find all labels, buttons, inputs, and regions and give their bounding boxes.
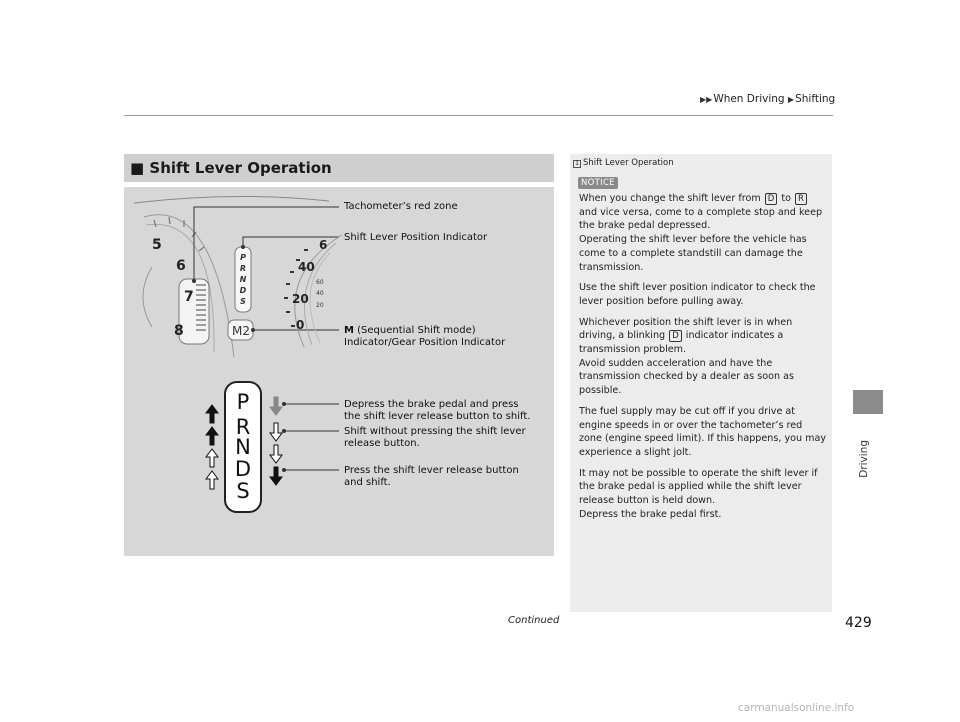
breadcrumb-item[interactable]: When Driving xyxy=(713,93,785,105)
gate-leader-lines xyxy=(284,404,339,470)
arrow-down-solid-icon xyxy=(270,467,282,485)
tach-left-arc xyxy=(143,267,152,327)
right-arrows xyxy=(270,397,282,485)
tach-number: 8 xyxy=(174,323,184,339)
header-divider xyxy=(124,115,833,116)
shift-lever-figure xyxy=(124,187,554,556)
position-indicator-letters xyxy=(240,253,247,306)
shift-gate-letters xyxy=(235,390,251,503)
instrument-cluster-illustration xyxy=(124,187,554,556)
continued-label: Continued xyxy=(508,615,560,626)
note-text: Avoid sudden acceleration and have the transmission checked by a dealer as soon as possible. xyxy=(579,357,794,397)
note-paragraph: The fuel supply may be cut off if you drive at engine speeds in or over the tachometer’s red zone (engine speed limit). If this happens, you may experience a slight jolt. xyxy=(579,405,827,458)
gate-letter-d: D xyxy=(234,457,252,481)
notice-badge: NOTICE xyxy=(578,177,618,189)
callout-m-indicator xyxy=(344,325,505,349)
page-number: 429 xyxy=(845,615,872,631)
arrow-up-solid-icon xyxy=(206,405,218,423)
speedo-number: 40 xyxy=(298,260,315,274)
note-paragraph xyxy=(579,192,827,274)
callout-press-line2: and shift. xyxy=(344,477,391,488)
bezel-line xyxy=(134,196,329,203)
note-paragraph xyxy=(579,316,827,398)
speedo-number: 20 xyxy=(292,292,309,306)
note-heading-text: Shift Lever Operation xyxy=(583,158,674,168)
callout-depress-line1: Depress the brake pedal and press xyxy=(344,399,519,410)
indicator-letter: D xyxy=(239,286,247,295)
gear-key-d: D xyxy=(765,193,778,205)
speedo-small-number: 40 xyxy=(316,290,324,297)
note-text: When you change the shift lever from xyxy=(579,193,764,204)
speedo-small-number: 60 xyxy=(316,279,324,286)
speedo-small-number: 20 xyxy=(316,302,324,309)
chapter-tab-marker xyxy=(853,390,883,414)
note-paragraph: Use the shift lever position indicator to check the lever position before pulling away. xyxy=(579,282,816,307)
tach-number: 6 xyxy=(176,258,186,274)
speedo-number: 6 xyxy=(319,238,328,252)
indicator-letter: R xyxy=(239,264,247,273)
arrow-down-gray-icon xyxy=(270,397,282,415)
note-body xyxy=(579,192,827,528)
callout-shift-without xyxy=(344,426,526,450)
leader-dot xyxy=(251,328,255,332)
arrow-down-outline-icon xyxy=(270,423,282,441)
callout-m-line2: Indicator/Gear Position Indicator xyxy=(344,337,506,348)
breadcrumb-arrow-icon: ▶▶ xyxy=(700,95,713,104)
gear-position-text: M2 xyxy=(232,324,250,338)
gate-letter-s: S xyxy=(236,479,250,503)
indicator-letter: P xyxy=(240,253,246,262)
note-text: indicator indicates a transmission problem. xyxy=(579,330,784,356)
breadcrumb xyxy=(700,93,835,105)
gate-letter-r: R xyxy=(235,415,251,439)
gate-letter-p: P xyxy=(236,390,250,414)
arrow-down-outline-icon xyxy=(270,445,282,463)
leader-dot xyxy=(192,279,196,283)
arrow-up-solid-icon xyxy=(206,427,218,445)
breadcrumb-arrow-icon: ▶ xyxy=(787,95,795,104)
gear-key-r: R xyxy=(795,193,807,205)
arrow-up-outline-icon xyxy=(206,449,218,467)
note-text: Depress the brake pedal first. xyxy=(579,508,722,520)
callout-without-line2: release button. xyxy=(344,438,420,449)
note-text: Whichever position the shift lever is in when driving, a blinking xyxy=(579,316,793,342)
callout-m-bold: M xyxy=(344,325,354,336)
leader-dot xyxy=(241,245,245,249)
note-text: Operating the shift lever before the vehicle has come to a complete standstill can damage the transmission. xyxy=(579,234,807,273)
callout-depress-brake xyxy=(344,399,530,423)
speedo-number: 0 xyxy=(296,318,305,332)
watermark: carmanualsonline.info xyxy=(738,702,855,714)
callout-tach-red-zone: Tachometer’s red zone xyxy=(344,201,458,212)
callout-m-line1: (Sequential Shift mode) xyxy=(353,325,476,336)
indicator-letter: N xyxy=(239,275,247,284)
section-title: ■ Shift Lever Operation xyxy=(124,154,554,182)
callout-without-line1: Shift without pressing the shift lever xyxy=(344,426,526,437)
arrow-up-outline-icon xyxy=(206,471,218,489)
note-heading xyxy=(573,158,674,168)
gate-leader-dots xyxy=(282,402,286,472)
tach-number: 7 xyxy=(184,289,194,305)
callout-press-release xyxy=(344,465,519,489)
callout-press-line1: Press the shift lever release button xyxy=(344,465,519,476)
indicator-letter: S xyxy=(240,297,246,306)
breadcrumb-item[interactable]: Shifting xyxy=(795,93,836,105)
note-marker-icon: 1 xyxy=(573,160,581,168)
gate-letter-n: N xyxy=(235,435,251,459)
note-text: to xyxy=(778,193,794,204)
left-arrows xyxy=(206,405,218,489)
note-paragraph xyxy=(579,467,827,522)
gear-key-d: D xyxy=(669,330,682,342)
callout-position-indicator: Shift Lever Position Indicator xyxy=(344,232,488,243)
tach-number: 5 xyxy=(152,237,162,253)
speedo-small-numbers xyxy=(316,279,324,309)
chapter-tab-label: Driving xyxy=(858,440,870,478)
callout-depress-line2: the shift lever release button to shift. xyxy=(344,411,531,422)
note-text: and vice versa, come to a complete stop and keep the brake pedal depressed. xyxy=(579,206,823,232)
note-text: It may not be possible to operate the shift lever if the brake pedal is applied while the shift lever release button is held down. xyxy=(579,467,818,507)
